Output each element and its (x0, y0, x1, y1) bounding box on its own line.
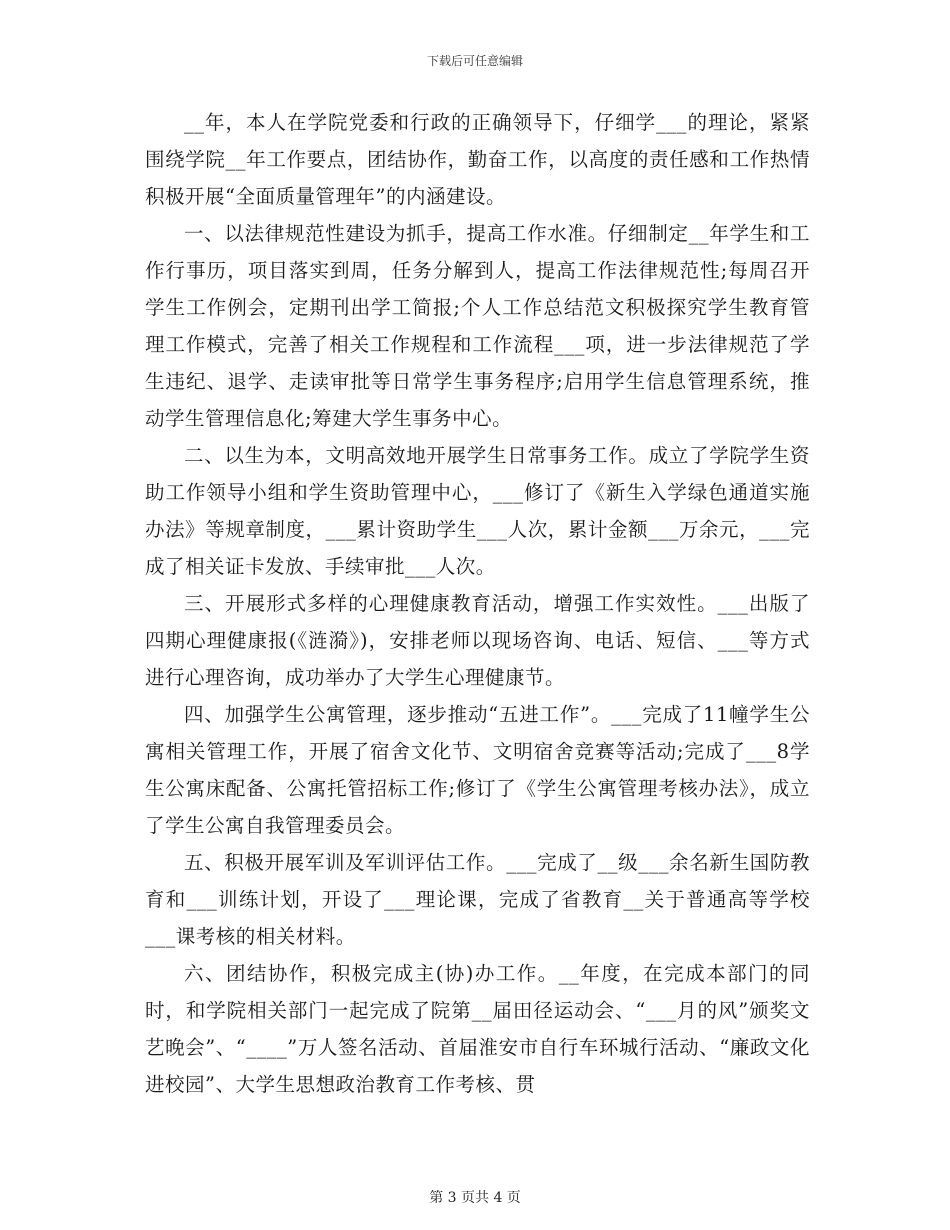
paragraph-section-4: 四、加强学生公寓管理，逐步推动“五进工作”。___完成了11幢学生公寓相关管理工作，开展了宿舍文化节、文明宿舍竞赛等活动;完成了___8学生公寓床配备、公寓托管招标工作;修订了《学生公寓管理考核办法》，成立了学生公寓自我管理委员会。 (145, 703, 810, 837)
paragraph-intro: __年，本人在学院党委和行政的正确领导下，仔细学___的理论，紧紧围绕学院__年工作要点，团结协作，勤奋工作，以高度的责任感和工作热情积极开展“全面质量管理年”的内涵建设。 (145, 111, 810, 208)
page-number: 第 3 页共 4 页 (429, 1190, 521, 1206)
paragraph-section-1: 一、以法律规范性建设为抓手，提高工作水准。仔细制定__年学生和工作行事历，项目落实到周，任务分解到人，提高工作法律规范性;每周召开学生工作例会，定期刊出学工简报;个人工作总结范文积极探究学生教育管理工作模式，完善了相关工作规程和工作流程___项，进一步法律规范了学生违纪、退学、走读审批等日常学生事务程序;启用学生信息管理系统，推动学生管理信息化;筹建大学生事务中心。 (145, 222, 810, 430)
page-header: 下载后可任意编辑 (426, 54, 523, 68)
paragraph-section-2: 二、以生为本，文明高效地开展学生日常事务工作。成立了学院学生资助工作领导小组和学生资助管理中心，___修订了《新生入学绿色通道实施办法》等规章制度，___累计资助学生___人次，累计金额___万余元，___完成了相关证卡发放、手续审批___人次。 (145, 444, 810, 578)
paragraph-section-3: 三、开展形式多样的心理健康教育活动，增强工作实效性。___出版了四期心理健康报(《涟漪》)，安排老师以现场咨询、电话、短信、___等方式进行心理咨询，成功举办了大学生心理健康节。 (145, 592, 810, 689)
paragraph-section-6: 六、团结协作，积极完成主(协)办工作。__年度，在完成本部门的同时，和学院相关部门一起完成了院第__届田径运动会、“___月的风”颁奖文艺晚会”、“____”万人签名活动、首届淮安市自行车环城行活动、“廉政文化进校园”、大学生思想政治教育工作考核、贯 (145, 962, 810, 1096)
paragraph-section-5: 五、积极开展军训及军训评估工作。___完成了__级___余名新生国防教育和___训练计划，开设了___理论课，完成了省教育__关于普通高等学校___课考核的相关材料。 (145, 851, 810, 948)
document-body (145, 104, 810, 1103)
